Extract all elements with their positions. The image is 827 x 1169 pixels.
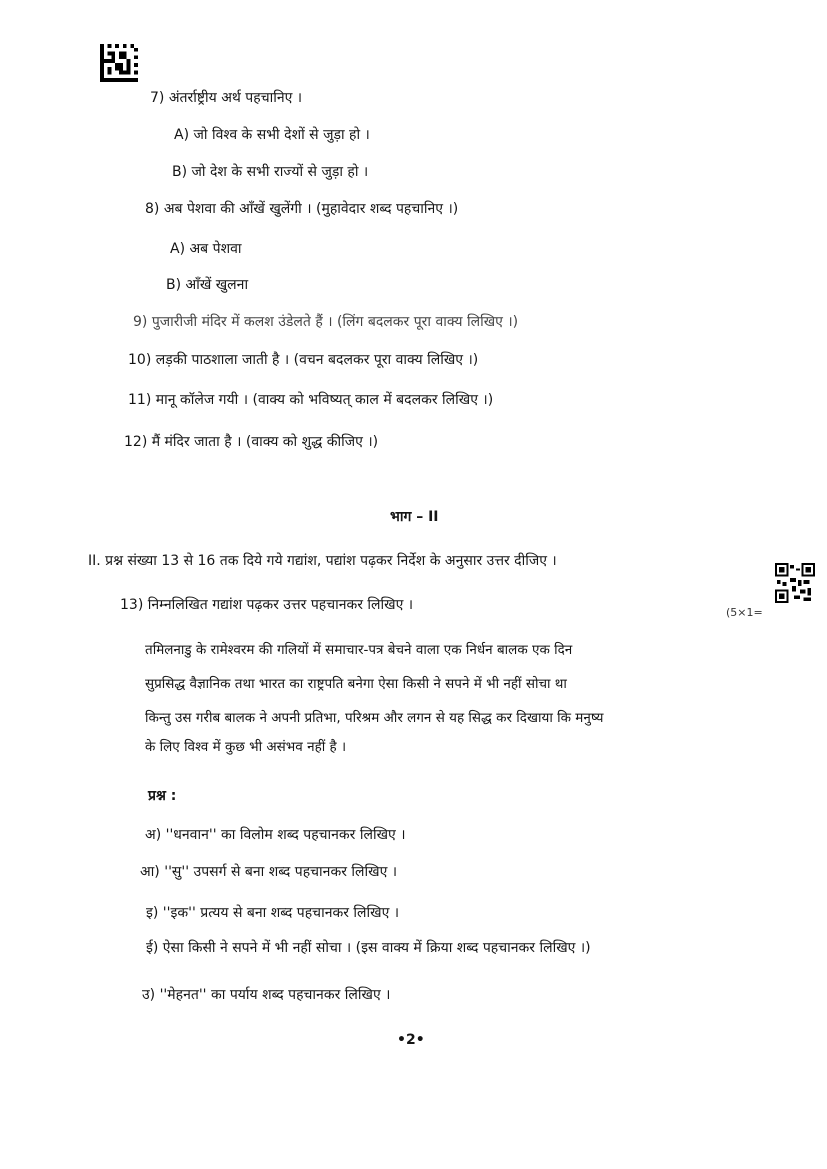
question-8-option-a: A) अब पेशवा bbox=[170, 241, 242, 257]
qr-code-icon bbox=[775, 563, 815, 603]
page-number: •2• bbox=[397, 1032, 425, 1048]
passage-line-2: सुप्रसिद्ध वैज्ञानिक तथा भारत का राष्ट्रपति बनेगा ऐसा किसी ने सपने में भी नहीं सोचा था bbox=[145, 676, 567, 692]
question-11: 11) मानू कॉलेज गयी । (वाक्य को भविष्यत् काल में बदलकर लिखिए ।) bbox=[128, 392, 494, 408]
question-7: 7) अंतर्राष्ट्रीय अर्थ पहचानिए । bbox=[150, 90, 303, 106]
question-7-option-a: A) जो विश्व के सभी देशों से जुड़ा हो । bbox=[174, 127, 370, 143]
sub-question-i: इ) ''इक'' प्रत्यय से बना शब्द पहचानकर लिखिए । bbox=[146, 905, 400, 921]
part-heading: भाग – II bbox=[390, 509, 439, 525]
passage-line-4: के लिए विश्व में कुछ भी असंभव नहीं है । bbox=[145, 739, 347, 755]
sub-question-u: उ) ''मेहनत'' का पर्याय शब्द पहचानकर लिखिए । bbox=[142, 987, 391, 1003]
question-9: 9) पुजारीजी मंदिर में कलश उंडेलते हैं । (लिंग बदलकर पूरा वाक्य लिखिए ।) bbox=[133, 314, 519, 330]
question-7-option-b: B) जो देश के सभी राज्यों से जुड़ा हो । bbox=[172, 164, 369, 180]
question-8-option-b: B) आँखें खुलना bbox=[166, 277, 249, 293]
question-13: 13) निम्नलिखित गद्यांश पढ़कर उत्तर पहचानकर लिखिए । bbox=[120, 597, 414, 613]
sub-question-aa: आ) ''सु'' उपसर्ग से बना शब्द पहचानकर लिखिए । bbox=[140, 864, 398, 880]
question-12: 12) मैं मंदिर जाता है । (वाक्य को शुद्ध कीजिए ।) bbox=[124, 434, 379, 450]
passage-line-1: तमिलनाडु के रामेश्वरम की गलियों में समाचार-पत्र बेचने वाला एक निर्धन बालक एक दिन bbox=[145, 642, 573, 658]
passage-line-3: किन्तु उस गरीब बालक ने अपनी प्रतिभा, परिश्रम और लगन से यह सिद्ध कर दिखाया कि मनुष्य bbox=[145, 710, 604, 726]
sub-question-ii: ई) ऐसा किसी ने सपने में भी नहीं सोचा । (इस वाक्य में क्रिया शब्द पहचानकर लिखिए ।) bbox=[146, 940, 591, 956]
question-13-marks: (5×1= bbox=[726, 606, 763, 619]
section-ii-instruction: II. प्रश्न संख्या 13 से 16 तक दिये गये गद्यांश, पद्यांश पढ़कर निर्देश के अनुसार उत्तर दीजिए । bbox=[88, 553, 557, 569]
question-8: 8) अब पेशवा की आँखें खुलेंगी । (मुहावेदार शब्द पहचानिए ।) bbox=[145, 201, 459, 217]
sub-question-a: अ) ''धनवान'' का विलोम शब्द पहचानकर लिखिए । bbox=[145, 827, 406, 843]
questions-heading: प्रश्न : bbox=[148, 788, 177, 804]
question-10: 10) लड़की पाठशाला जाती है । (वचन बदलकर पूरा वाक्य लिखिए ।) bbox=[128, 352, 479, 368]
datamatrix-code-icon bbox=[100, 44, 138, 82]
